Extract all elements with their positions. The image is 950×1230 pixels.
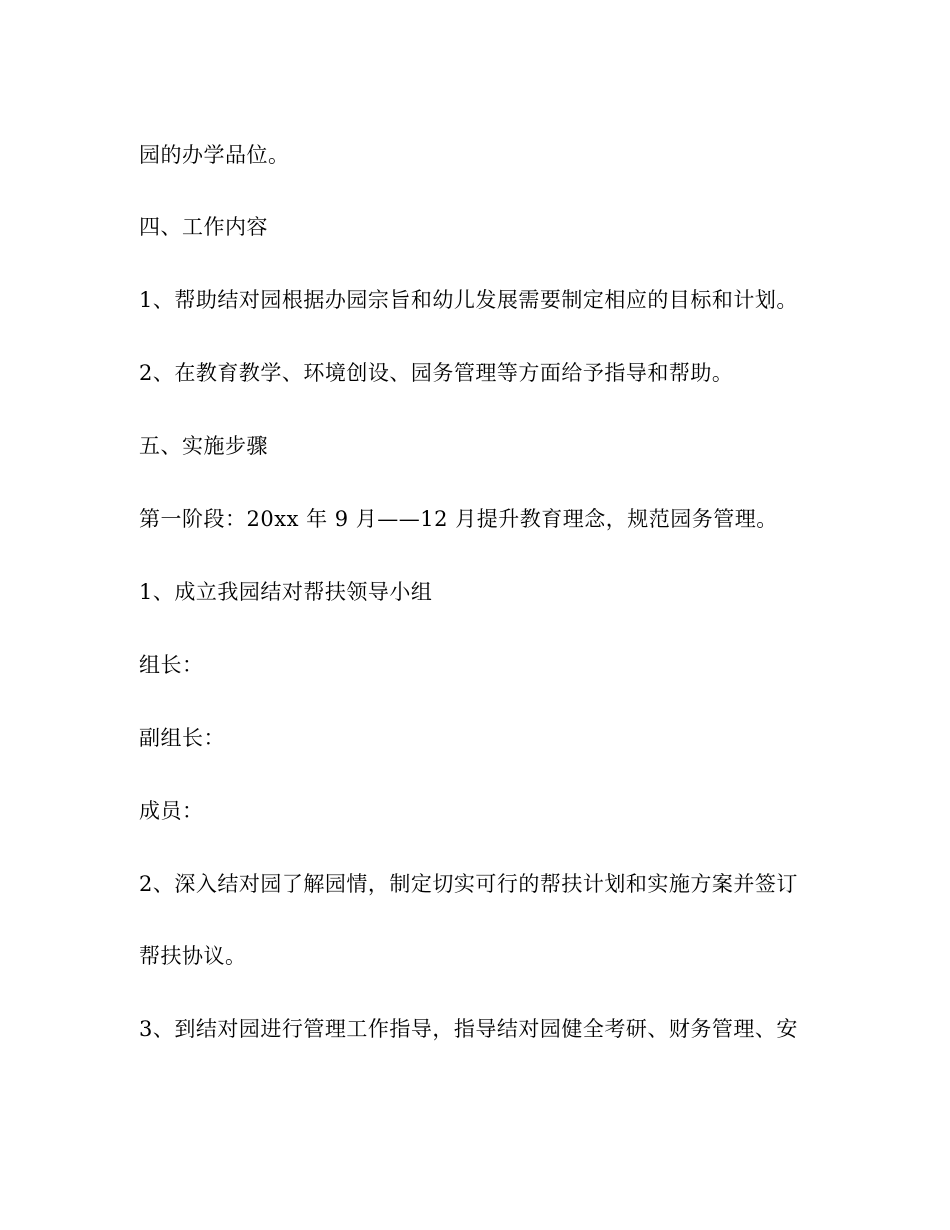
stage-one-item-3: 3、到结对园进行管理工作指导，指导结对园健全考研、财务管理、安	[139, 1017, 798, 1041]
stage-one-heading: 第一阶段：20xx 年 9 月——12 月提升教育理念，规范园务管理。	[139, 507, 778, 531]
work-content-item-1: 1、帮助结对园根据办园宗旨和幼儿发展需要制定相应的目标和计划。	[139, 288, 798, 312]
work-content-item-2: 2、在教育教学、环境创设、园务管理等方面给予指导和帮助。	[139, 361, 734, 385]
stage-one-item-2: 2、深入结对园了解园情，制定切实可行的帮扶计划和实施方案并签订	[139, 872, 798, 896]
section-heading-implementation-steps: 五、实施步骤	[139, 434, 268, 458]
text-line-continuation: 园的办学品位。	[139, 143, 290, 167]
members-line: 成员：	[139, 799, 204, 823]
stage-one-item-1: 1、成立我园结对帮扶领导小组	[139, 580, 433, 604]
section-heading-work-content: 四、工作内容	[139, 215, 268, 239]
stage-one-item-2-continuation: 帮扶协议。	[139, 944, 247, 968]
team-leader-line: 组长：	[139, 653, 204, 677]
deputy-leader-line: 副组长：	[139, 726, 225, 750]
